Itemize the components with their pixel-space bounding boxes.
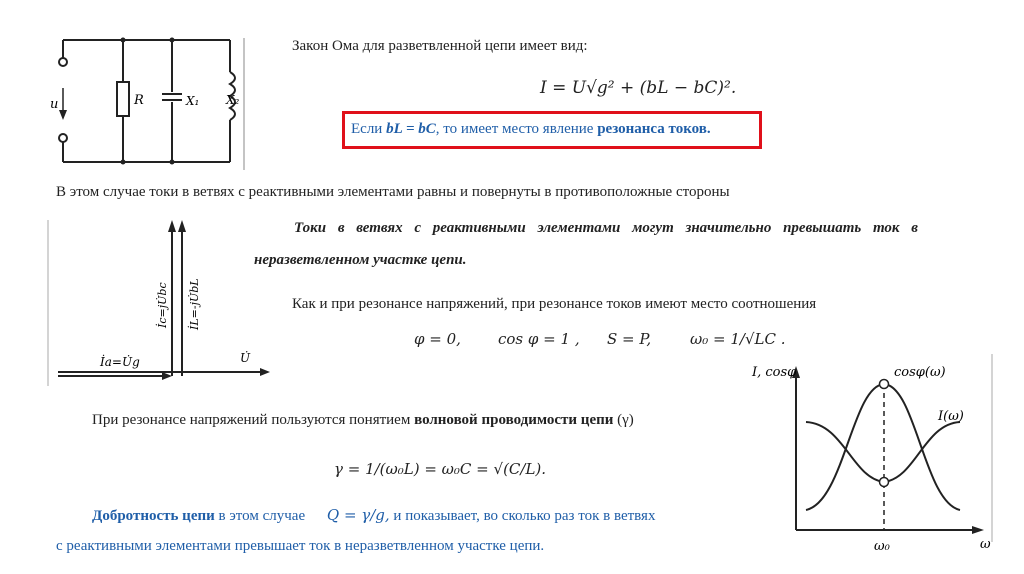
wave-conductance-symbol: (γ) — [617, 412, 634, 428]
circuit-label-x2: X₂ — [226, 93, 240, 107]
chart-i-curve-label: I(ω) — [938, 409, 964, 424]
phasor-label-ic: İc=jU̇bc — [156, 282, 169, 328]
case-line: В этом случае токи в ветвях с реактивными элементами равны и повернуты в противоположные стороны — [56, 184, 730, 200]
circuit-label-x1: X₁ — [186, 94, 200, 108]
ohm-law-formula: I = U√g² + (bL − bC)². — [540, 78, 737, 98]
resonance-term: резонанса токов. — [597, 121, 711, 137]
relation-phi: φ = 0, — [414, 330, 461, 348]
resonance-condition: bL = bC — [386, 121, 436, 137]
relation-omega0: ω₀ = 1/√LC . — [690, 330, 786, 348]
phasor-label-u: U̇ — [240, 351, 251, 365]
relation-cos: cos φ = 1 , — [498, 330, 580, 348]
quality-factor-line — [92, 506, 655, 525]
currents-note-line1: Токи в ветвях с реактивными элементами могут значительно превышать ток в — [294, 220, 918, 236]
resonance-prefix: Если — [351, 121, 383, 137]
quality-term: Добротность цепи — [92, 508, 215, 524]
currents-note-line2: неразветвленном участке цепи. — [254, 252, 467, 268]
quality-rest: и показывает, во сколько раз ток в ветвях — [393, 508, 656, 524]
relations-intro: Как и при резонансе напряжений, при резонансе токов имеют место соотношения — [292, 296, 817, 312]
chart-cos-curve-label: cosφ(ω) — [894, 365, 946, 380]
ohm-law-intro: Закон Ома для разветвленной цепи имеет вид: — [292, 38, 588, 54]
circuit-label-r: R — [134, 93, 144, 108]
relation-power: S = P, — [607, 330, 652, 348]
parallel-circuit-diagram — [40, 30, 255, 180]
chart-omega0-label: ω₀ — [874, 539, 890, 552]
phasor-label-ia: İa=U̇g — [100, 355, 140, 369]
phasor-label-il: İL=-jU̇bL — [188, 278, 201, 330]
resonance-condition-text — [351, 121, 711, 138]
quality-line2: с реактивными элементами превышает ток в неразветвленном участке цепи. — [56, 538, 545, 554]
quality-formula: Q = γ/g, — [326, 506, 390, 524]
wave-conductance-term: волновой проводимости цепи — [414, 412, 614, 428]
resonance-curves-chart — [734, 352, 1004, 552]
wave-conductance-line — [92, 412, 634, 429]
chart-y-axis-label: I, cosφ — [752, 365, 797, 380]
chart-x-axis-label: ω — [980, 537, 991, 552]
resonance-middle: , то имеет место явление — [435, 121, 594, 137]
quality-mid: в этом случае — [218, 508, 306, 524]
phasor-diagram — [44, 218, 274, 390]
wave-conductance-prefix: При резонансе напряжений пользуются понятием — [92, 412, 411, 428]
gamma-formula: γ = 1/(ω₀L) = ω₀C = √(C/L). — [334, 460, 547, 478]
circuit-label-u: u — [50, 97, 59, 112]
